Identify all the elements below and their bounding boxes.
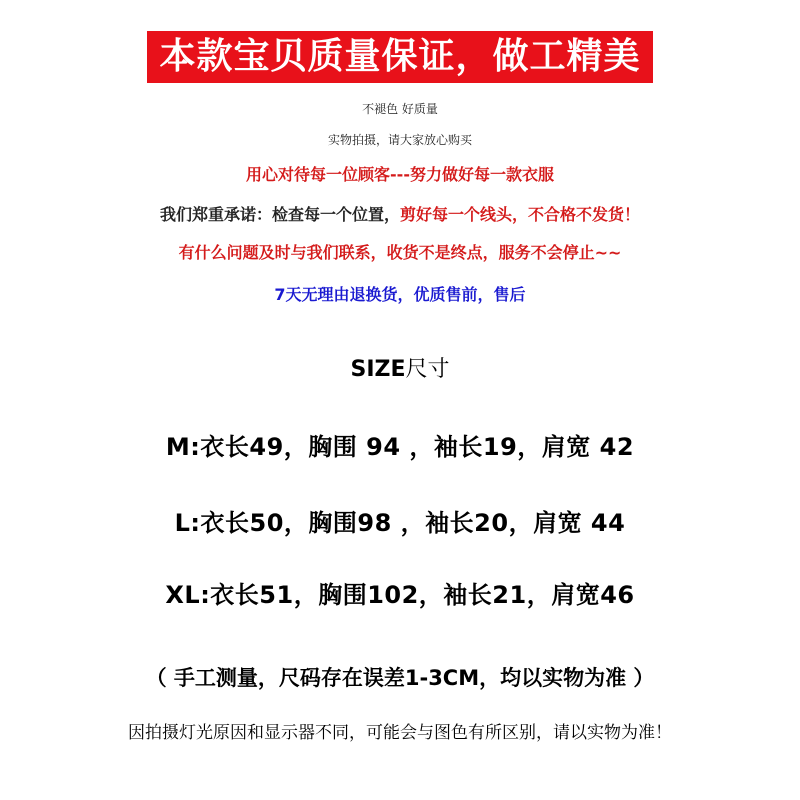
real-photo-text: 实物拍摄，请大家放心购买 [327, 133, 472, 147]
quality-check-red-text: 剪好每一个线头，不合格不发货！ [400, 205, 641, 224]
size-row-l: L:衣长50，胸围98 ，袖长20，肩宽 44 [174, 509, 626, 537]
size-title-cn: 尺寸 [405, 357, 450, 382]
footer-disclaimer: 因拍摄灯光原因和显示器不同，可能会与图色有所区别，请以实物为准！ [128, 723, 672, 743]
size-title [0, 352, 800, 383]
banner-container [0, 31, 800, 83]
service-line-text: 用心对待每一位顾客---努力做好每一款衣服 [246, 165, 554, 184]
size-row-xl: XL:衣长51，胸围102，袖长21，肩宽46 [165, 581, 635, 609]
quality-check-dark-text: 我们郑重承诺：检查每一个位置， [159, 205, 400, 224]
quality-check-line [0, 202, 800, 225]
returns-text: 7天无理由退换货，优质售前，售后 [274, 285, 526, 304]
measurement-note: （ 手工测量，尺码存在误差1-3CM，均以实物为准 ） [145, 666, 655, 690]
size-row-m: M:衣长49，胸围 94 ，袖长19，肩宽 42 [165, 433, 635, 461]
contact-text: 有什么问题及时与我们联系，收货不是终点，服务不会停止~~ [178, 243, 622, 262]
size-title-en: SIZE [350, 357, 406, 382]
no-fade-text: 不褪色 好质量 [362, 102, 438, 116]
quality-banner: 本款宝贝质量保证，做工精美 [147, 31, 652, 83]
